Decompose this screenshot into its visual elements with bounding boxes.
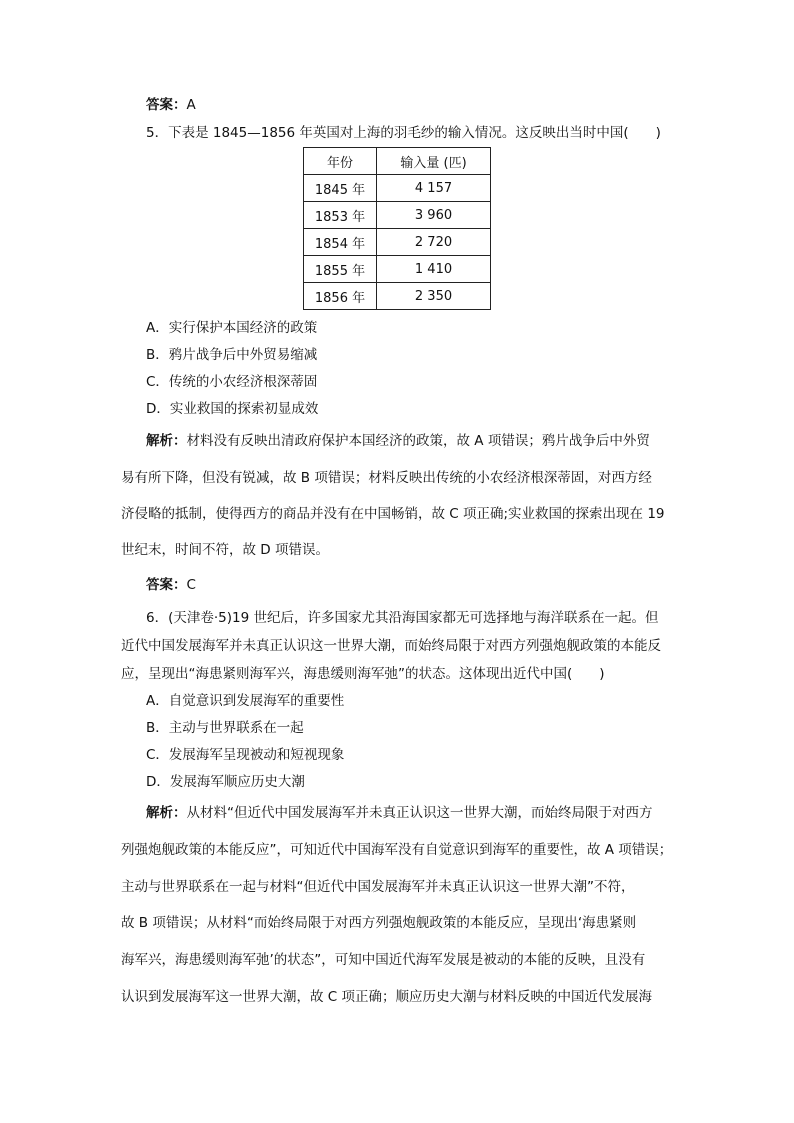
analysis-line: 故 B 项错误；从材料“而始终局限于对西方列强炮舰政策的本能反应，呈现出‘海患紧则 (121, 915, 637, 931)
table-cell-volume: 1 410 (377, 256, 491, 283)
analysis-text: 从材料“但近代中国发展海军并未真正认识这一世界大潮，而始终局限于对西方 (186, 805, 653, 821)
analysis-line: 济侵略的抵制，使得西方的商品并没有在中国畅销，故 C 项正确;实业救国的探索出现在 19 (121, 506, 665, 522)
question-6-stem: 应，呈现出“海患紧则海军兴，海患缓则海军弛”的状态。这体现出近代中国( ) (121, 666, 605, 682)
analysis-label: 解析： (146, 433, 187, 449)
analysis-line (146, 432, 650, 450)
table-cell-year: 1855 年 (304, 256, 377, 283)
analysis-line: 易有所下降，但没有锐减，故 B 项错误；材料反映出传统的小农经济根深蒂固，对西方经 (121, 470, 652, 486)
analysis-line: 海军兴，海患缓则海军弛’的状态”，可知中国近代海军发展是被动的本能的反映，且没有 (121, 952, 646, 968)
question-6-stem: 近代中国发展海军并未真正认识这一世界大潮，而始终局限于对西方列强炮舰政策的本能反 (121, 638, 661, 654)
table-cell-year: 1856 年 (304, 283, 377, 310)
answer-value: C (186, 577, 196, 593)
answer-line (146, 96, 196, 114)
input-volume-table (303, 147, 491, 310)
table-row (304, 256, 491, 283)
table-cell-volume: 3 960 (377, 202, 491, 229)
answer-value: A (186, 97, 196, 113)
analysis-line (146, 804, 653, 822)
option-d: D．发展海军顺应历史大潮 (146, 774, 305, 790)
table-header-volume: 输入量 (匹) (377, 148, 491, 175)
question-6-stem: 6．(天津卷·5)19 世纪后，许多国家尤其沿海国家都无可选择地与海洋联系在一起。但 (146, 610, 659, 626)
option-d: D．实业救国的探索初显成效 (146, 401, 319, 417)
table-header-row (304, 148, 491, 175)
option-c: C．发展海军呈现被动和短视现象 (146, 747, 345, 763)
answer-line (146, 576, 196, 594)
analysis-line: 世纪末，时间不符，故 D 项错误。 (121, 542, 329, 558)
answer-label: 答案： (146, 577, 187, 593)
table-row (304, 175, 491, 202)
analysis-line: 主动与世界联系在一起与材料“但近代中国发展海军并未真正认识这一世界大潮”不符， (121, 879, 635, 895)
table-cell-year: 1854 年 (304, 229, 377, 256)
table-cell-year: 1845 年 (304, 175, 377, 202)
table-row (304, 283, 491, 310)
table-cell-volume: 2 350 (377, 283, 491, 310)
table-cell-volume: 2 720 (377, 229, 491, 256)
table-cell-year: 1853 年 (304, 202, 377, 229)
option-c: C．传统的小农经济根深蒂固 (146, 374, 318, 390)
option-b: B．鸦片战争后中外贸易缩减 (146, 347, 318, 363)
option-a: A．实行保护本国经济的政策 (146, 320, 318, 336)
answer-label: 答案： (146, 97, 187, 113)
table-header-year: 年份 (304, 148, 377, 175)
question-5-stem: 5．下表是 1845—1856 年英国对上海的羽毛纱的输入情况。这反映出当时中国( ) (146, 125, 661, 141)
analysis-line: 列强炮舰政策的本能反应”，可知近代中国海军没有自觉意识到海军的重要性，故 A 项错误； (121, 842, 673, 858)
analysis-line: 认识到发展海军这一世界大潮，故 C 项正确；顺应历史大潮与材料反映的中国近代发展海 (121, 989, 653, 1005)
table-row (304, 202, 491, 229)
option-b: B．主动与世界联系在一起 (146, 720, 304, 736)
analysis-label: 解析： (146, 805, 187, 821)
table-row (304, 229, 491, 256)
option-a: A．自觉意识到发展海军的重要性 (146, 693, 345, 709)
analysis-text: 材料没有反映出清政府保护本国经济的政策，故 A 项错误；鸦片战争后中外贸 (186, 433, 650, 449)
table-cell-volume: 4 157 (377, 175, 491, 202)
